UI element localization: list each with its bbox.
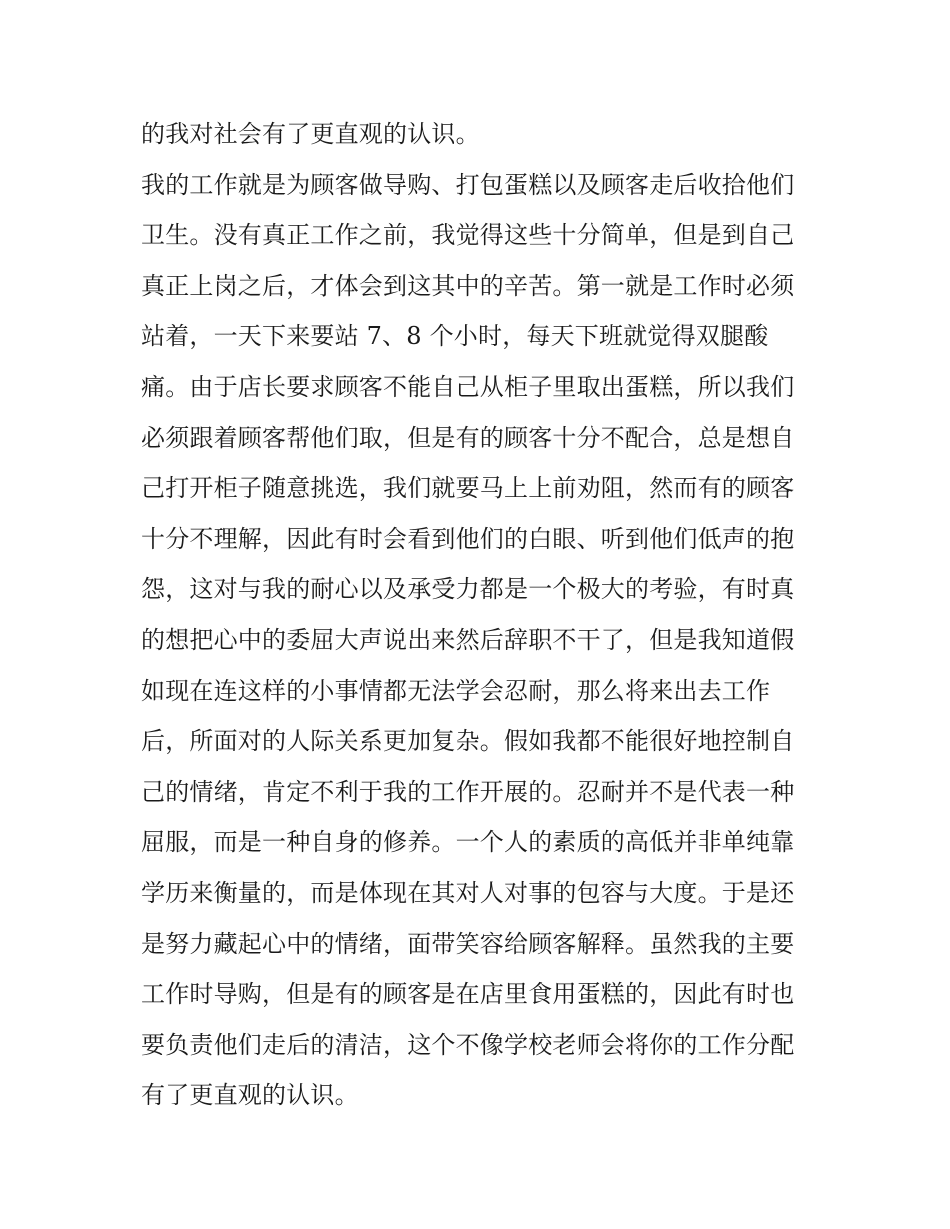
text-line-7: 必须跟着顾客帮他们取，但是有的顾客十分不配合，总是想自 — [141, 423, 795, 452]
text-line-14: 己的情绪，肯定不利于我的工作开展的。忍耐并不是代表一种 — [141, 777, 795, 806]
text-line-5: 站着，一天下来要站 7、8 个小时，每天下班就觉得双腿酸 — [141, 322, 769, 351]
text-line-10: 怨，这对与我的耐心以及承受力都是一个极大的考验，有时真 — [141, 575, 795, 604]
text-line-2: 我的工作就是为顾客做导购、打包蛋糕以及顾客走后收拾他们 — [141, 170, 795, 199]
text-line-12: 如现在连这样的小事情都无法学会忍耐，那么将来出去工作 — [141, 676, 771, 705]
body-text — [141, 109, 821, 1121]
text-line-17: 是努力藏起心中的情绪，面带笑容给顾客解释。虽然我的主要 — [141, 929, 795, 958]
text-line-16: 学历来衡量的，而是体现在其对人对事的包容与大度。于是还 — [141, 878, 795, 907]
text-line-4: 真正上岗之后，才体会到这其中的辛苦。第一就是工作时必须 — [141, 271, 795, 300]
text-line-20: 有了更直观的认识。 — [141, 1081, 359, 1110]
text-line-15: 屈服，而是一种自身的修养。一个人的素质的高低并非单纯靠 — [141, 828, 795, 857]
text-line-13: 后，所面对的人际关系更加复杂。假如我都不能很好地控制自 — [141, 727, 795, 756]
text-line-8: 己打开柜子随意挑选，我们就要马上上前劝阻，然而有的顾客 — [141, 474, 795, 503]
text-line-19: 要负责他们走后的清洁，这个不像学校老师会将你的工作分配 — [141, 1030, 795, 1059]
text-line-9: 十分不理解，因此有时会看到他们的白眼、听到他们低声的抱 — [141, 524, 795, 553]
text-line-6: 痛。由于店长要求顾客不能自己从柜子里取出蛋糕，所以我们 — [141, 372, 795, 401]
text-line-11: 的想把心中的委屈大声说出来然后辞职不干了，但是我知道假 — [141, 625, 795, 654]
text-line-1: 的我对社会有了更直观的认识。 — [141, 120, 480, 148]
text-line-3: 卫生。没有真正工作之前，我觉得这些十分简单，但是到自己 — [141, 221, 795, 250]
text-line-18: 工作时导购，但是有的顾客是在店里食用蛋糕的，因此有时也 — [141, 980, 795, 1009]
